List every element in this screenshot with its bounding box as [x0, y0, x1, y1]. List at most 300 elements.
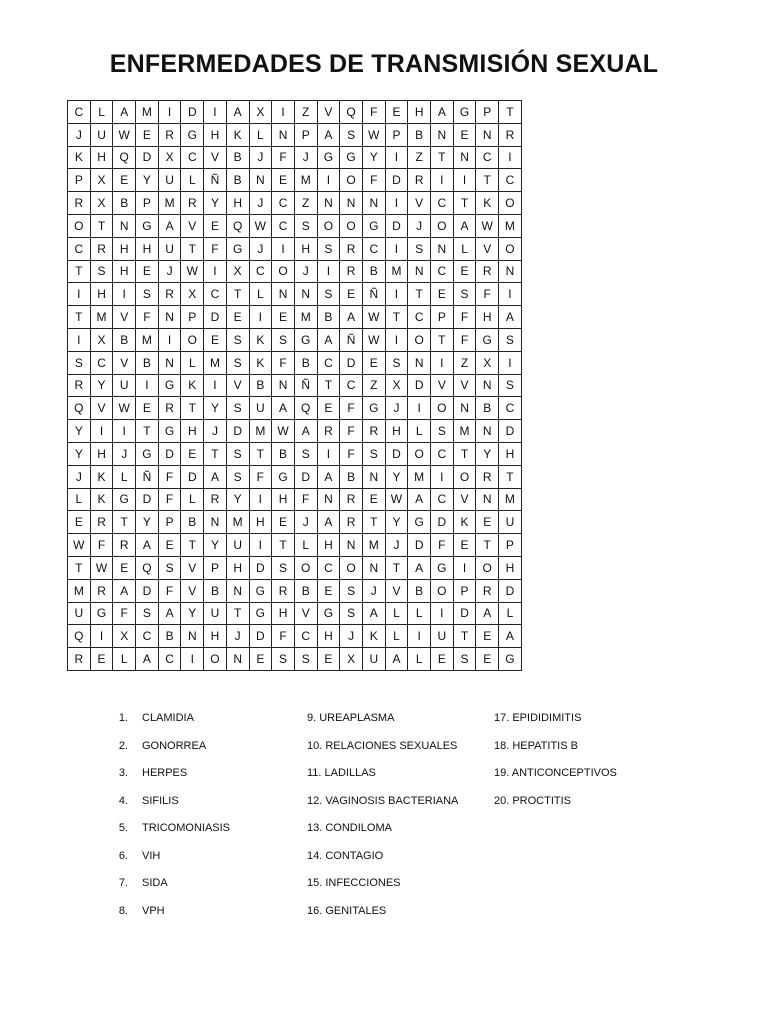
grid-cell[interactable]: V	[181, 214, 204, 237]
grid-cell[interactable]: G	[158, 374, 181, 397]
grid-cell[interactable]: T	[431, 328, 454, 351]
grid-cell[interactable]: G	[408, 511, 431, 534]
grid-cell[interactable]: T	[476, 534, 499, 557]
grid-cell[interactable]: B	[340, 465, 363, 488]
grid-cell[interactable]: B	[113, 192, 136, 215]
grid-cell[interactable]: R	[499, 123, 522, 146]
grid-cell[interactable]: F	[136, 306, 159, 329]
grid-cell[interactable]: S	[362, 442, 385, 465]
grid-cell[interactable]: H	[226, 192, 249, 215]
grid-cell[interactable]: N	[408, 351, 431, 374]
grid-cell[interactable]: G	[317, 146, 340, 169]
grid-cell[interactable]: R	[113, 534, 136, 557]
grid-cell[interactable]: W	[362, 123, 385, 146]
grid-cell[interactable]: R	[158, 283, 181, 306]
grid-cell[interactable]: Z	[408, 146, 431, 169]
grid-cell[interactable]: G	[294, 328, 317, 351]
grid-cell[interactable]: E	[136, 260, 159, 283]
grid-cell[interactable]: O	[272, 260, 295, 283]
grid-cell[interactable]: S	[340, 123, 363, 146]
grid-cell[interactable]: V	[453, 488, 476, 511]
grid-cell[interactable]: Q	[68, 625, 91, 648]
grid-cell[interactable]: P	[385, 123, 408, 146]
grid-cell[interactable]: E	[476, 648, 499, 671]
grid-cell[interactable]: C	[431, 192, 454, 215]
grid-cell[interactable]: O	[340, 556, 363, 579]
grid-cell[interactable]: N	[317, 488, 340, 511]
grid-cell[interactable]: A	[226, 101, 249, 124]
grid-cell[interactable]: I	[431, 465, 454, 488]
grid-cell[interactable]: X	[340, 648, 363, 671]
grid-cell[interactable]: R	[90, 237, 113, 260]
grid-cell[interactable]: C	[362, 237, 385, 260]
grid-cell[interactable]: T	[113, 511, 136, 534]
grid-cell[interactable]: W	[249, 214, 272, 237]
grid-cell[interactable]: T	[499, 101, 522, 124]
grid-cell[interactable]: E	[113, 169, 136, 192]
grid-cell[interactable]: Q	[294, 397, 317, 420]
grid-cell[interactable]: Ñ	[340, 328, 363, 351]
grid-cell[interactable]: D	[136, 146, 159, 169]
grid-cell[interactable]: H	[90, 283, 113, 306]
grid-cell[interactable]: S	[294, 214, 317, 237]
grid-cell[interactable]: X	[113, 625, 136, 648]
grid-cell[interactable]: D	[499, 579, 522, 602]
grid-cell[interactable]: E	[158, 534, 181, 557]
grid-cell[interactable]: I	[385, 328, 408, 351]
grid-cell[interactable]: H	[317, 534, 340, 557]
grid-cell[interactable]: S	[226, 328, 249, 351]
grid-cell[interactable]: I	[158, 101, 181, 124]
grid-cell[interactable]: G	[249, 602, 272, 625]
grid-cell[interactable]: G	[136, 214, 159, 237]
grid-cell[interactable]: L	[181, 169, 204, 192]
grid-cell[interactable]: D	[385, 169, 408, 192]
grid-cell[interactable]: E	[362, 351, 385, 374]
grid-cell[interactable]: Ñ	[294, 374, 317, 397]
grid-cell[interactable]: D	[385, 214, 408, 237]
grid-cell[interactable]: J	[68, 465, 91, 488]
grid-cell[interactable]: Y	[362, 146, 385, 169]
grid-cell[interactable]: O	[431, 579, 454, 602]
grid-cell[interactable]: I	[249, 488, 272, 511]
grid-cell[interactable]: D	[181, 465, 204, 488]
grid-cell[interactable]: H	[499, 442, 522, 465]
grid-cell[interactable]: Z	[453, 351, 476, 374]
grid-cell[interactable]: Y	[136, 511, 159, 534]
grid-cell[interactable]: A	[431, 101, 454, 124]
grid-cell[interactable]: L	[385, 602, 408, 625]
grid-cell[interactable]: E	[226, 306, 249, 329]
grid-cell[interactable]: Y	[181, 602, 204, 625]
grid-cell[interactable]: F	[362, 101, 385, 124]
grid-cell[interactable]: O	[408, 328, 431, 351]
grid-cell[interactable]: N	[453, 146, 476, 169]
grid-cell[interactable]: T	[317, 374, 340, 397]
grid-cell[interactable]: J	[68, 123, 91, 146]
grid-cell[interactable]: O	[340, 214, 363, 237]
grid-cell[interactable]: E	[68, 511, 91, 534]
grid-cell[interactable]: T	[362, 511, 385, 534]
grid-cell[interactable]: K	[181, 374, 204, 397]
grid-cell[interactable]: O	[499, 237, 522, 260]
grid-cell[interactable]: Z	[362, 374, 385, 397]
grid-cell[interactable]: M	[90, 306, 113, 329]
grid-cell[interactable]: R	[158, 397, 181, 420]
grid-cell[interactable]: N	[476, 488, 499, 511]
grid-cell[interactable]: M	[385, 260, 408, 283]
grid-cell[interactable]: K	[453, 511, 476, 534]
grid-cell[interactable]: S	[408, 237, 431, 260]
grid-cell[interactable]: N	[294, 283, 317, 306]
grid-cell[interactable]: M	[158, 192, 181, 215]
grid-cell[interactable]: I	[272, 237, 295, 260]
grid-cell[interactable]: C	[68, 237, 91, 260]
grid-cell[interactable]: S	[226, 351, 249, 374]
grid-cell[interactable]: R	[340, 237, 363, 260]
grid-cell[interactable]: C	[249, 260, 272, 283]
grid-cell[interactable]: F	[158, 465, 181, 488]
grid-cell[interactable]: L	[249, 283, 272, 306]
grid-cell[interactable]: R	[204, 488, 227, 511]
grid-cell[interactable]: W	[362, 328, 385, 351]
grid-cell[interactable]: A	[317, 511, 340, 534]
grid-cell[interactable]: T	[68, 556, 91, 579]
grid-cell[interactable]: V	[113, 351, 136, 374]
grid-cell[interactable]: L	[408, 602, 431, 625]
grid-cell[interactable]: G	[362, 397, 385, 420]
grid-cell[interactable]: I	[317, 169, 340, 192]
grid-cell[interactable]: R	[272, 579, 295, 602]
grid-cell[interactable]: F	[272, 351, 295, 374]
grid-cell[interactable]: L	[113, 648, 136, 671]
grid-cell[interactable]: R	[317, 420, 340, 443]
grid-cell[interactable]: N	[226, 648, 249, 671]
grid-cell[interactable]: X	[90, 192, 113, 215]
grid-cell[interactable]: E	[385, 101, 408, 124]
grid-cell[interactable]: N	[158, 351, 181, 374]
grid-cell[interactable]: K	[90, 465, 113, 488]
grid-cell[interactable]: M	[408, 465, 431, 488]
grid-cell[interactable]: I	[113, 283, 136, 306]
grid-cell[interactable]: V	[90, 397, 113, 420]
grid-cell[interactable]: P	[431, 306, 454, 329]
grid-cell[interactable]: E	[136, 397, 159, 420]
grid-cell[interactable]: B	[249, 374, 272, 397]
grid-cell[interactable]: J	[362, 579, 385, 602]
grid-cell[interactable]: E	[90, 648, 113, 671]
grid-cell[interactable]: N	[431, 123, 454, 146]
grid-cell[interactable]: J	[408, 214, 431, 237]
grid-cell[interactable]: G	[249, 579, 272, 602]
grid-cell[interactable]: C	[204, 283, 227, 306]
grid-cell[interactable]: F	[294, 488, 317, 511]
grid-cell[interactable]: A	[317, 328, 340, 351]
grid-cell[interactable]: G	[362, 214, 385, 237]
grid-cell[interactable]: W	[181, 260, 204, 283]
grid-cell[interactable]: G	[272, 465, 295, 488]
grid-cell[interactable]: Y	[68, 420, 91, 443]
grid-cell[interactable]: S	[226, 442, 249, 465]
grid-cell[interactable]: A	[317, 123, 340, 146]
grid-cell[interactable]: V	[317, 101, 340, 124]
grid-cell[interactable]: C	[90, 351, 113, 374]
grid-cell[interactable]: E	[181, 442, 204, 465]
grid-cell[interactable]: O	[499, 192, 522, 215]
grid-cell[interactable]: B	[294, 579, 317, 602]
grid-cell[interactable]: H	[204, 625, 227, 648]
grid-cell[interactable]: C	[431, 260, 454, 283]
grid-cell[interactable]: G	[453, 101, 476, 124]
grid-cell[interactable]: U	[158, 237, 181, 260]
grid-cell[interactable]: I	[181, 648, 204, 671]
grid-cell[interactable]: E	[317, 579, 340, 602]
grid-cell[interactable]: S	[136, 602, 159, 625]
grid-cell[interactable]: E	[340, 283, 363, 306]
grid-cell[interactable]: U	[431, 625, 454, 648]
grid-cell[interactable]: F	[158, 579, 181, 602]
grid-cell[interactable]: Q	[136, 556, 159, 579]
grid-cell[interactable]: T	[226, 283, 249, 306]
grid-cell[interactable]: Q	[340, 101, 363, 124]
grid-cell[interactable]: D	[158, 442, 181, 465]
grid-cell[interactable]: I	[385, 237, 408, 260]
grid-cell[interactable]: I	[249, 306, 272, 329]
grid-cell[interactable]: K	[90, 488, 113, 511]
grid-cell[interactable]: S	[272, 556, 295, 579]
grid-cell[interactable]: V	[181, 579, 204, 602]
grid-cell[interactable]: N	[431, 237, 454, 260]
grid-cell[interactable]: I	[113, 420, 136, 443]
grid-cell[interactable]: Y	[476, 442, 499, 465]
grid-cell[interactable]: G	[317, 602, 340, 625]
grid-cell[interactable]: I	[204, 260, 227, 283]
grid-cell[interactable]: R	[68, 192, 91, 215]
grid-cell[interactable]: I	[90, 625, 113, 648]
grid-cell[interactable]: Y	[136, 169, 159, 192]
grid-cell[interactable]: A	[158, 602, 181, 625]
grid-cell[interactable]: R	[158, 123, 181, 146]
grid-cell[interactable]: O	[408, 442, 431, 465]
grid-cell[interactable]: A	[317, 465, 340, 488]
grid-cell[interactable]: T	[431, 146, 454, 169]
grid-cell[interactable]: S	[294, 442, 317, 465]
grid-cell[interactable]: W	[90, 556, 113, 579]
grid-cell[interactable]: N	[340, 534, 363, 557]
grid-cell[interactable]: J	[249, 146, 272, 169]
grid-cell[interactable]: I	[68, 328, 91, 351]
grid-cell[interactable]: J	[226, 625, 249, 648]
grid-cell[interactable]: R	[476, 579, 499, 602]
grid-cell[interactable]: E	[204, 214, 227, 237]
grid-cell[interactable]: Ñ	[136, 465, 159, 488]
grid-cell[interactable]: T	[181, 534, 204, 557]
grid-cell[interactable]: R	[90, 579, 113, 602]
grid-cell[interactable]: T	[476, 169, 499, 192]
grid-cell[interactable]: D	[226, 420, 249, 443]
grid-cell[interactable]: N	[499, 260, 522, 283]
grid-cell[interactable]: N	[362, 465, 385, 488]
grid-cell[interactable]: D	[204, 306, 227, 329]
grid-cell[interactable]: I	[499, 351, 522, 374]
grid-cell[interactable]: T	[453, 192, 476, 215]
grid-cell[interactable]: I	[385, 146, 408, 169]
grid-cell[interactable]: G	[476, 328, 499, 351]
grid-cell[interactable]: Ñ	[204, 169, 227, 192]
grid-cell[interactable]: C	[431, 442, 454, 465]
grid-cell[interactable]: B	[158, 625, 181, 648]
grid-cell[interactable]: X	[249, 101, 272, 124]
grid-cell[interactable]: U	[362, 648, 385, 671]
grid-cell[interactable]: N	[317, 192, 340, 215]
grid-cell[interactable]: O	[476, 556, 499, 579]
grid-cell[interactable]: X	[226, 260, 249, 283]
grid-cell[interactable]: M	[453, 420, 476, 443]
grid-cell[interactable]: O	[204, 648, 227, 671]
grid-cell[interactable]: L	[408, 420, 431, 443]
grid-cell[interactable]: I	[499, 283, 522, 306]
grid-cell[interactable]: A	[476, 602, 499, 625]
grid-cell[interactable]: G	[340, 146, 363, 169]
grid-cell[interactable]: I	[249, 534, 272, 557]
grid-cell[interactable]: N	[204, 511, 227, 534]
grid-cell[interactable]: T	[181, 237, 204, 260]
grid-cell[interactable]: X	[181, 283, 204, 306]
grid-cell[interactable]: H	[272, 602, 295, 625]
grid-cell[interactable]: L	[68, 488, 91, 511]
grid-cell[interactable]: Y	[385, 465, 408, 488]
grid-cell[interactable]: K	[249, 351, 272, 374]
grid-cell[interactable]: L	[113, 465, 136, 488]
grid-cell[interactable]: T	[181, 397, 204, 420]
grid-cell[interactable]: N	[272, 374, 295, 397]
grid-cell[interactable]: Y	[90, 374, 113, 397]
grid-cell[interactable]: F	[431, 534, 454, 557]
grid-cell[interactable]: A	[499, 306, 522, 329]
grid-cell[interactable]: I	[272, 101, 295, 124]
grid-cell[interactable]: D	[249, 556, 272, 579]
grid-cell[interactable]: A	[385, 648, 408, 671]
grid-cell[interactable]: V	[204, 146, 227, 169]
grid-cell[interactable]: E	[453, 123, 476, 146]
grid-cell[interactable]: C	[272, 192, 295, 215]
grid-cell[interactable]: E	[453, 534, 476, 557]
grid-cell[interactable]: V	[453, 374, 476, 397]
grid-cell[interactable]: D	[499, 420, 522, 443]
grid-cell[interactable]: V	[408, 192, 431, 215]
grid-cell[interactable]: C	[476, 146, 499, 169]
grid-cell[interactable]: U	[249, 397, 272, 420]
grid-cell[interactable]: T	[204, 442, 227, 465]
grid-cell[interactable]: D	[385, 442, 408, 465]
grid-cell[interactable]: N	[476, 374, 499, 397]
grid-cell[interactable]: Y	[385, 511, 408, 534]
grid-cell[interactable]: U	[226, 534, 249, 557]
grid-cell[interactable]: X	[90, 169, 113, 192]
grid-cell[interactable]: E	[272, 306, 295, 329]
grid-cell[interactable]: M	[499, 214, 522, 237]
grid-cell[interactable]: S	[317, 283, 340, 306]
grid-cell[interactable]: T	[272, 534, 295, 557]
grid-cell[interactable]: J	[385, 397, 408, 420]
grid-cell[interactable]: A	[113, 579, 136, 602]
grid-cell[interactable]: M	[249, 420, 272, 443]
grid-cell[interactable]: L	[385, 625, 408, 648]
grid-cell[interactable]: H	[317, 625, 340, 648]
grid-cell[interactable]: A	[136, 648, 159, 671]
grid-cell[interactable]: I	[68, 283, 91, 306]
grid-cell[interactable]: C	[317, 351, 340, 374]
grid-cell[interactable]: U	[158, 169, 181, 192]
grid-cell[interactable]: V	[113, 306, 136, 329]
grid-cell[interactable]: H	[249, 511, 272, 534]
grid-cell[interactable]: D	[294, 465, 317, 488]
grid-cell[interactable]: N	[476, 420, 499, 443]
grid-cell[interactable]: R	[68, 374, 91, 397]
grid-cell[interactable]: N	[249, 169, 272, 192]
grid-cell[interactable]: S	[272, 648, 295, 671]
grid-cell[interactable]: N	[113, 214, 136, 237]
grid-cell[interactable]: N	[362, 556, 385, 579]
grid-cell[interactable]: C	[181, 146, 204, 169]
grid-cell[interactable]: E	[453, 260, 476, 283]
grid-cell[interactable]: F	[453, 328, 476, 351]
grid-cell[interactable]: L	[90, 101, 113, 124]
grid-cell[interactable]: T	[385, 556, 408, 579]
grid-cell[interactable]: J	[204, 420, 227, 443]
grid-cell[interactable]: I	[136, 374, 159, 397]
grid-cell[interactable]: N	[453, 397, 476, 420]
grid-cell[interactable]: A	[113, 101, 136, 124]
grid-cell[interactable]: I	[408, 625, 431, 648]
grid-cell[interactable]: O	[453, 465, 476, 488]
grid-cell[interactable]: T	[136, 420, 159, 443]
grid-cell[interactable]: J	[340, 625, 363, 648]
grid-cell[interactable]: D	[136, 488, 159, 511]
grid-cell[interactable]: P	[476, 101, 499, 124]
grid-cell[interactable]: I	[385, 283, 408, 306]
grid-cell[interactable]: D	[431, 511, 454, 534]
grid-cell[interactable]: A	[136, 534, 159, 557]
grid-cell[interactable]: F	[340, 442, 363, 465]
grid-cell[interactable]: O	[431, 214, 454, 237]
grid-cell[interactable]: C	[317, 556, 340, 579]
grid-cell[interactable]: H	[226, 556, 249, 579]
grid-cell[interactable]: H	[136, 237, 159, 260]
grid-cell[interactable]: F	[113, 602, 136, 625]
grid-cell[interactable]: Z	[294, 101, 317, 124]
grid-cell[interactable]: K	[362, 625, 385, 648]
grid-cell[interactable]: F	[272, 146, 295, 169]
grid-cell[interactable]: I	[90, 420, 113, 443]
grid-cell[interactable]: C	[431, 488, 454, 511]
grid-cell[interactable]: O	[340, 169, 363, 192]
grid-cell[interactable]: A	[340, 306, 363, 329]
grid-cell[interactable]: J	[294, 260, 317, 283]
grid-cell[interactable]: S	[272, 328, 295, 351]
grid-cell[interactable]: S	[453, 283, 476, 306]
grid-cell[interactable]: N	[272, 283, 295, 306]
grid-cell[interactable]: D	[408, 534, 431, 557]
grid-cell[interactable]: A	[158, 214, 181, 237]
grid-cell[interactable]: F	[340, 397, 363, 420]
grid-cell[interactable]: P	[294, 123, 317, 146]
grid-cell[interactable]: M	[499, 488, 522, 511]
grid-cell[interactable]: S	[90, 260, 113, 283]
grid-cell[interactable]: M	[136, 101, 159, 124]
grid-cell[interactable]: W	[476, 214, 499, 237]
grid-cell[interactable]: E	[204, 328, 227, 351]
